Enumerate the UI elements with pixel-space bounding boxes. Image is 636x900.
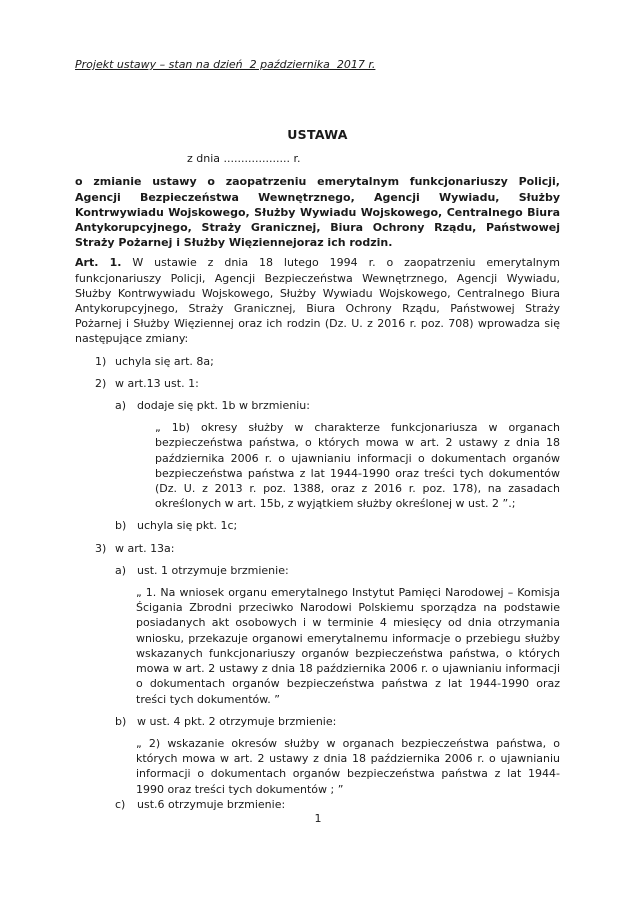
list-item-2a bbox=[115, 398, 560, 413]
page-number: 1 bbox=[314, 811, 322, 825]
list-item-marker: c) bbox=[115, 797, 126, 811]
article-1-paragraph bbox=[75, 255, 560, 346]
list-item-text: ust.6 otrzymuje brzmienie: bbox=[137, 797, 286, 811]
document-title: USTAWA bbox=[287, 127, 348, 143]
list-item-marker: 1) bbox=[95, 354, 107, 368]
list-item-1 bbox=[95, 354, 560, 369]
list-item-text: w art. 13a: bbox=[115, 541, 175, 555]
list-item-text: w ust. 4 pkt. 2 otrzymuje brzmienie: bbox=[137, 714, 337, 728]
list-item-text: ust. 1 otrzymuje brzmienie: bbox=[137, 563, 289, 577]
list-item-3b bbox=[115, 714, 560, 729]
list-item-marker: a) bbox=[115, 563, 127, 577]
document-status-header: Projekt ustawy – stan na dzień 2 października 2017 r. bbox=[75, 58, 376, 71]
list-item-marker: b) bbox=[115, 519, 127, 533]
quote-block-pkt2: „ 2) wskazanie okresów służby w organach bezpieczeństwa państwa, o których mowa w art. 2 ustawy z dnia 18 października 2006 r. o ujawnianiu informacji o dokumentach organów bezpieczeństwa państwa z lat 1944-1990 oraz treści tych dokumentów ; ” bbox=[136, 736, 560, 796]
list-item-2 bbox=[95, 376, 560, 391]
list-item-3 bbox=[95, 541, 560, 556]
list-item-text: uchyla się art. 8a; bbox=[115, 354, 214, 368]
list-item-3a bbox=[115, 563, 560, 578]
list-item-marker: 2) bbox=[95, 376, 107, 390]
list-item-marker: a) bbox=[115, 399, 127, 413]
list-item-text: uchyla się pkt. 1c; bbox=[137, 519, 238, 533]
quote-block-1b: „ 1b) okresy służby w charakterze funkcjonariusza w organach bezpieczeństwa państwa, o których mowa w art. 2 ustawy z dnia 18 października 2006 r. o ujawnianiu informacji o dokumentach organów bezpieczeństwa państwa z lat 1944-1990 oraz treści tych dokumentów (Dz. U. z 2013 r. poz. 1388, oraz z 2016 r. poz. 178), na zasadach określonych w art. 15b, z wyjątkiem służby określonej w ust. 2 ”.; bbox=[155, 421, 560, 511]
article-1-text: W ustawie z dnia 18 lutego 1994 r. o zaopatrzeniu emerytalnym funkcjonariuszy Policji, Agencji Bezpieczeństwa Wewnętrznego, Agencji Wywiadu, Służby Kontrwywiadu Wojskowego, Służby Wywiadu Wojskowego, Centralnego Biura Antykorupcyjnego, Straży Granicznej, Biura Ochrony Rządu, Państwowej Straży Pożarnej i Służby Więziennej oraz ich rodzin (Dz. U. z 2016 r. poz. 708) wprowadza się następujące zmiany: bbox=[75, 256, 560, 346]
list-item-text: w art.13 ust. 1: bbox=[115, 376, 199, 390]
list-item-marker: 3) bbox=[95, 541, 107, 555]
date-line: z dnia ................... r. bbox=[187, 152, 301, 166]
list-item-2b bbox=[115, 518, 560, 533]
list-item-marker: b) bbox=[115, 714, 127, 728]
article-1-label: Art. 1. bbox=[75, 256, 122, 270]
subject-paragraph: o zmianie ustawy o zaopatrzeniu emerytalnym funkcjonariuszy Policji, Agencji Bezpieczeństwa Wewnętrznego, Agencji Wywiadu, Służby Kontrwywiadu Wojskowego, Służby Wywiadu Wojskowego, Centralnego Biura Antykorupcyjnego, Straży Granicznej, Biura Ochrony Rządu, Państwowej Straży Pożarnej i Służby Więziennejoraz ich rodzin. bbox=[75, 175, 560, 250]
list-item-3c bbox=[115, 797, 560, 812]
list-item-text: dodaje się pkt. 1b w brzmieniu: bbox=[137, 399, 310, 413]
quote-block-ust1: „ 1. Na wniosek organu emerytalnego Instytut Pamięci Narodowej – Komisja Ścigania Zbrodni przeciwko Narodowi Polskiemu sporządza na podstawie posiadanych akt osobowych i w terminie 4 miesięcy od dnia otrzymania wniosku, przekazuje organowi emerytalnemu informacje o przebiegu służby wskazanych funkcjonariuszy organów bezpieczeństwa państwa, o których mowa w art. 2 ustawy z dnia 18 października 2006 r. o ujawnianiu informacji o dokumentach organów bezpieczeństwa państwa z lat 1944-1990 oraz treści tych dokumentów. ” bbox=[136, 586, 560, 706]
